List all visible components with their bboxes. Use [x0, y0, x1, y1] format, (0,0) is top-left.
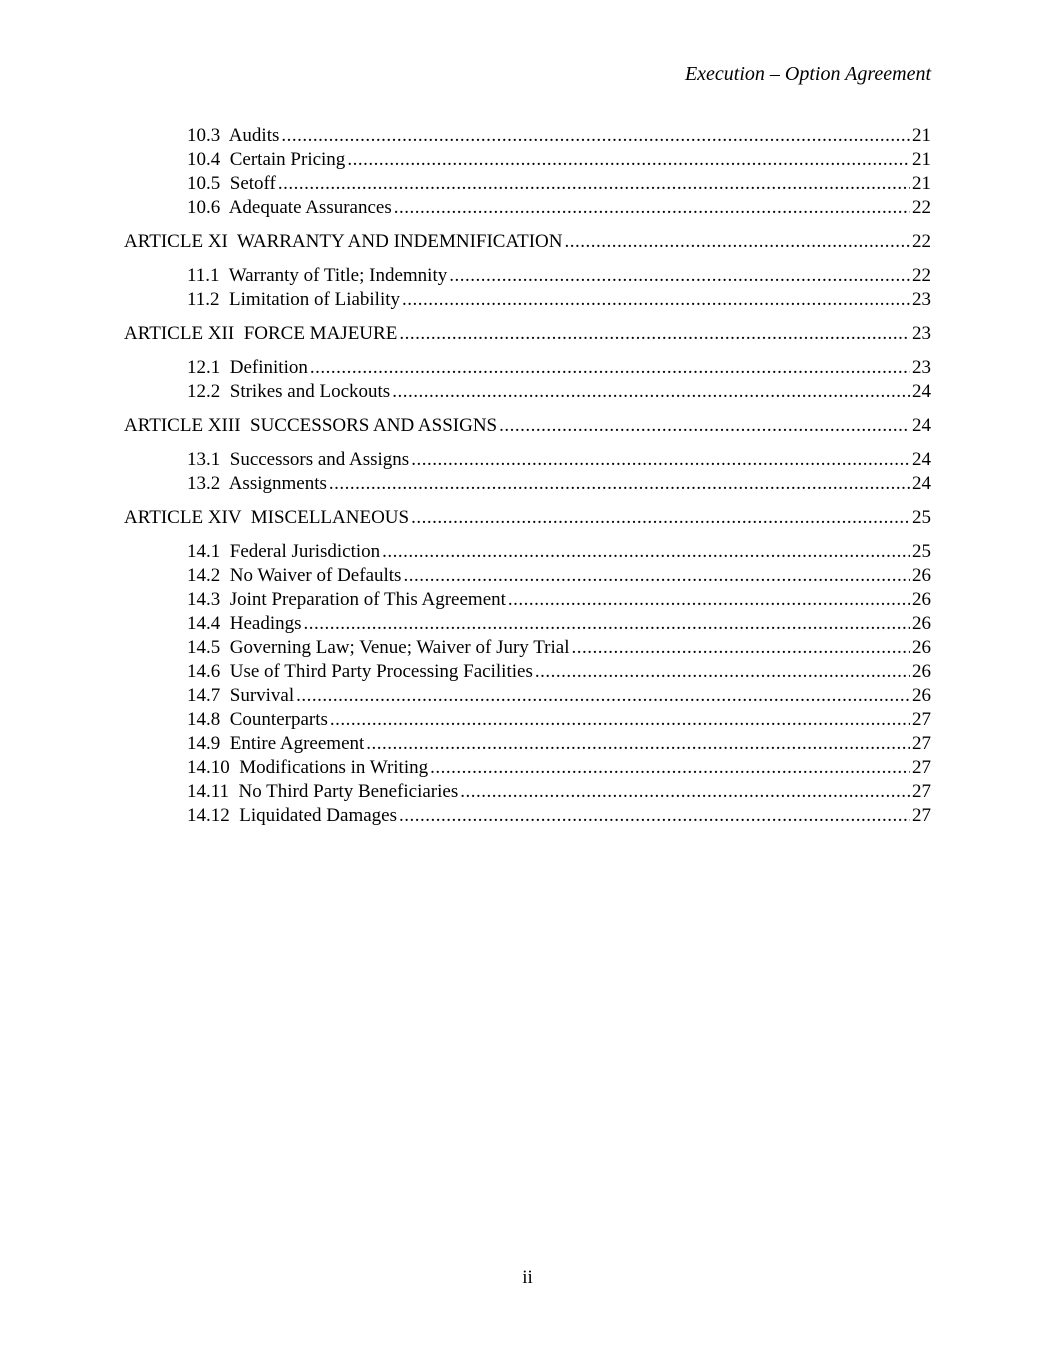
toc-entry[interactable]	[187, 636, 931, 660]
toc-entry[interactable]	[187, 172, 931, 196]
toc-entry[interactable]	[187, 148, 931, 172]
dot-leader	[392, 380, 910, 404]
toc-article-label: ARTICLE XIII SUCCESSORS AND ASSIGNS	[124, 415, 498, 436]
dot-leader	[403, 564, 910, 588]
toc-entry-label: 14.12 Liquidated Damages	[187, 805, 398, 826]
dot-leader	[382, 540, 910, 564]
table-of-contents	[124, 124, 931, 828]
toc-article-label: ARTICLE XI WARRANTY AND INDEMNIFICATION	[124, 231, 563, 252]
toc-entry[interactable]	[187, 708, 931, 732]
toc-entry-label: 14.8 Counterparts	[187, 709, 328, 730]
toc-entry-page: 27	[912, 757, 931, 778]
toc-entry[interactable]	[187, 288, 931, 312]
dot-leader	[399, 322, 910, 346]
toc-entry-page: 24	[912, 415, 931, 436]
toc-entry[interactable]	[187, 380, 931, 404]
toc-entry-page: 23	[912, 323, 931, 344]
dot-leader	[411, 448, 910, 472]
dot-leader	[310, 356, 910, 380]
toc-article-entry[interactable]	[124, 322, 931, 346]
toc-entry-page: 22	[912, 197, 931, 218]
toc-entry-label: 10.4 Certain Pricing	[187, 149, 346, 170]
dot-leader	[366, 732, 910, 756]
toc-entry-page: 21	[912, 149, 931, 170]
toc-entry-page: 27	[912, 733, 931, 754]
toc-entry-page: 26	[912, 565, 931, 586]
toc-entry-label: 10.3 Audits	[187, 125, 280, 146]
toc-entry-page: 27	[912, 781, 931, 802]
page-number: ii	[522, 1267, 533, 1288]
toc-entry-page: 21	[912, 173, 931, 194]
toc-entry-page: 22	[912, 231, 931, 252]
toc-entry-label: 14.9 Entire Agreement	[187, 733, 365, 754]
toc-entry-page: 25	[912, 541, 931, 562]
toc-entry-page: 27	[912, 805, 931, 826]
toc-entry-page: 26	[912, 661, 931, 682]
toc-entry-label: 11.2 Limitation of Liability	[187, 289, 401, 310]
dot-leader	[347, 148, 910, 172]
toc-entry[interactable]	[187, 684, 931, 708]
toc-entry[interactable]	[187, 264, 931, 288]
toc-entry[interactable]	[187, 780, 931, 804]
toc-entry-label: 14.7 Survival	[187, 685, 295, 706]
toc-entry-label: 10.6 Adequate Assurances	[187, 197, 392, 218]
toc-entry[interactable]	[187, 356, 931, 380]
dot-leader	[508, 588, 910, 612]
toc-entry[interactable]	[187, 732, 931, 756]
toc-entry[interactable]	[187, 612, 931, 636]
toc-entry-page: 25	[912, 507, 931, 528]
toc-article-entry[interactable]	[124, 414, 931, 438]
toc-entry[interactable]	[187, 588, 931, 612]
dot-leader	[411, 506, 910, 530]
toc-entry-label: 13.2 Assignments	[187, 473, 327, 494]
toc-entry-page: 24	[912, 449, 931, 470]
toc-entry[interactable]	[187, 540, 931, 564]
dot-leader	[304, 612, 910, 636]
toc-article-entry[interactable]	[124, 230, 931, 254]
toc-entry-page: 24	[912, 473, 931, 494]
dot-leader	[402, 288, 910, 312]
dot-leader	[399, 804, 910, 828]
toc-entry-label: 12.1 Definition	[187, 357, 308, 378]
toc-entry[interactable]	[187, 448, 931, 472]
toc-entry-page: 26	[912, 637, 931, 658]
toc-entry[interactable]	[187, 756, 931, 780]
toc-entry-label: 14.2 No Waiver of Defaults	[187, 565, 402, 586]
toc-article-entry[interactable]	[124, 506, 931, 530]
toc-article-label: ARTICLE XIV MISCELLANEOUS	[124, 507, 410, 528]
toc-entry-label: 14.3 Joint Preparation of This Agreement	[187, 589, 506, 610]
dot-leader	[460, 780, 910, 804]
dot-leader	[394, 196, 910, 220]
toc-entry[interactable]	[187, 804, 931, 828]
toc-entry-label: 13.1 Successors and Assigns	[187, 449, 410, 470]
toc-entry-page: 23	[912, 357, 931, 378]
toc-entry-page: 27	[912, 709, 931, 730]
toc-entry-page: 26	[912, 613, 931, 634]
toc-entry-label: 14.11 No Third Party Beneficiaries	[187, 781, 459, 802]
toc-entry-page: 26	[912, 589, 931, 610]
dot-leader	[278, 172, 910, 196]
toc-entry-page: 24	[912, 381, 931, 402]
dot-leader	[535, 660, 910, 684]
toc-entry-page: 22	[912, 265, 931, 286]
toc-entry-label: 14.1 Federal Jurisdiction	[187, 541, 381, 562]
toc-entry-label: 14.4 Headings	[187, 613, 302, 634]
toc-entry[interactable]	[187, 196, 931, 220]
toc-entry[interactable]	[187, 660, 931, 684]
dot-leader	[571, 636, 910, 660]
toc-entry-label: 14.5 Governing Law; Venue; Waiver of Jury Trial	[187, 637, 570, 658]
toc-entry[interactable]	[187, 472, 931, 496]
toc-entry-label: 11.1 Warranty of Title; Indemnity	[187, 265, 448, 286]
dot-leader	[430, 756, 910, 780]
dot-leader	[329, 472, 910, 496]
toc-entry-label: 14.10 Modifications in Writing	[187, 757, 429, 778]
toc-entry-label: 12.2 Strikes and Lockouts	[187, 381, 391, 402]
toc-article-label: ARTICLE XII FORCE MAJEURE	[124, 323, 398, 344]
toc-entry-page: 21	[912, 125, 931, 146]
dot-leader	[296, 684, 910, 708]
dot-leader	[330, 708, 910, 732]
toc-entry-page: 23	[912, 289, 931, 310]
running-header: Execution – Option Agreement	[684, 63, 931, 85]
toc-entry-label: 14.6 Use of Third Party Processing Facilities	[187, 661, 533, 682]
toc-entry-page: 26	[912, 685, 931, 706]
toc-entry[interactable]	[187, 564, 931, 588]
toc-entry-label: 10.5 Setoff	[187, 173, 276, 194]
dot-leader	[499, 414, 910, 438]
dot-leader	[281, 124, 910, 148]
toc-entry[interactable]	[187, 124, 931, 148]
dot-leader	[564, 230, 910, 254]
dot-leader	[449, 264, 910, 288]
